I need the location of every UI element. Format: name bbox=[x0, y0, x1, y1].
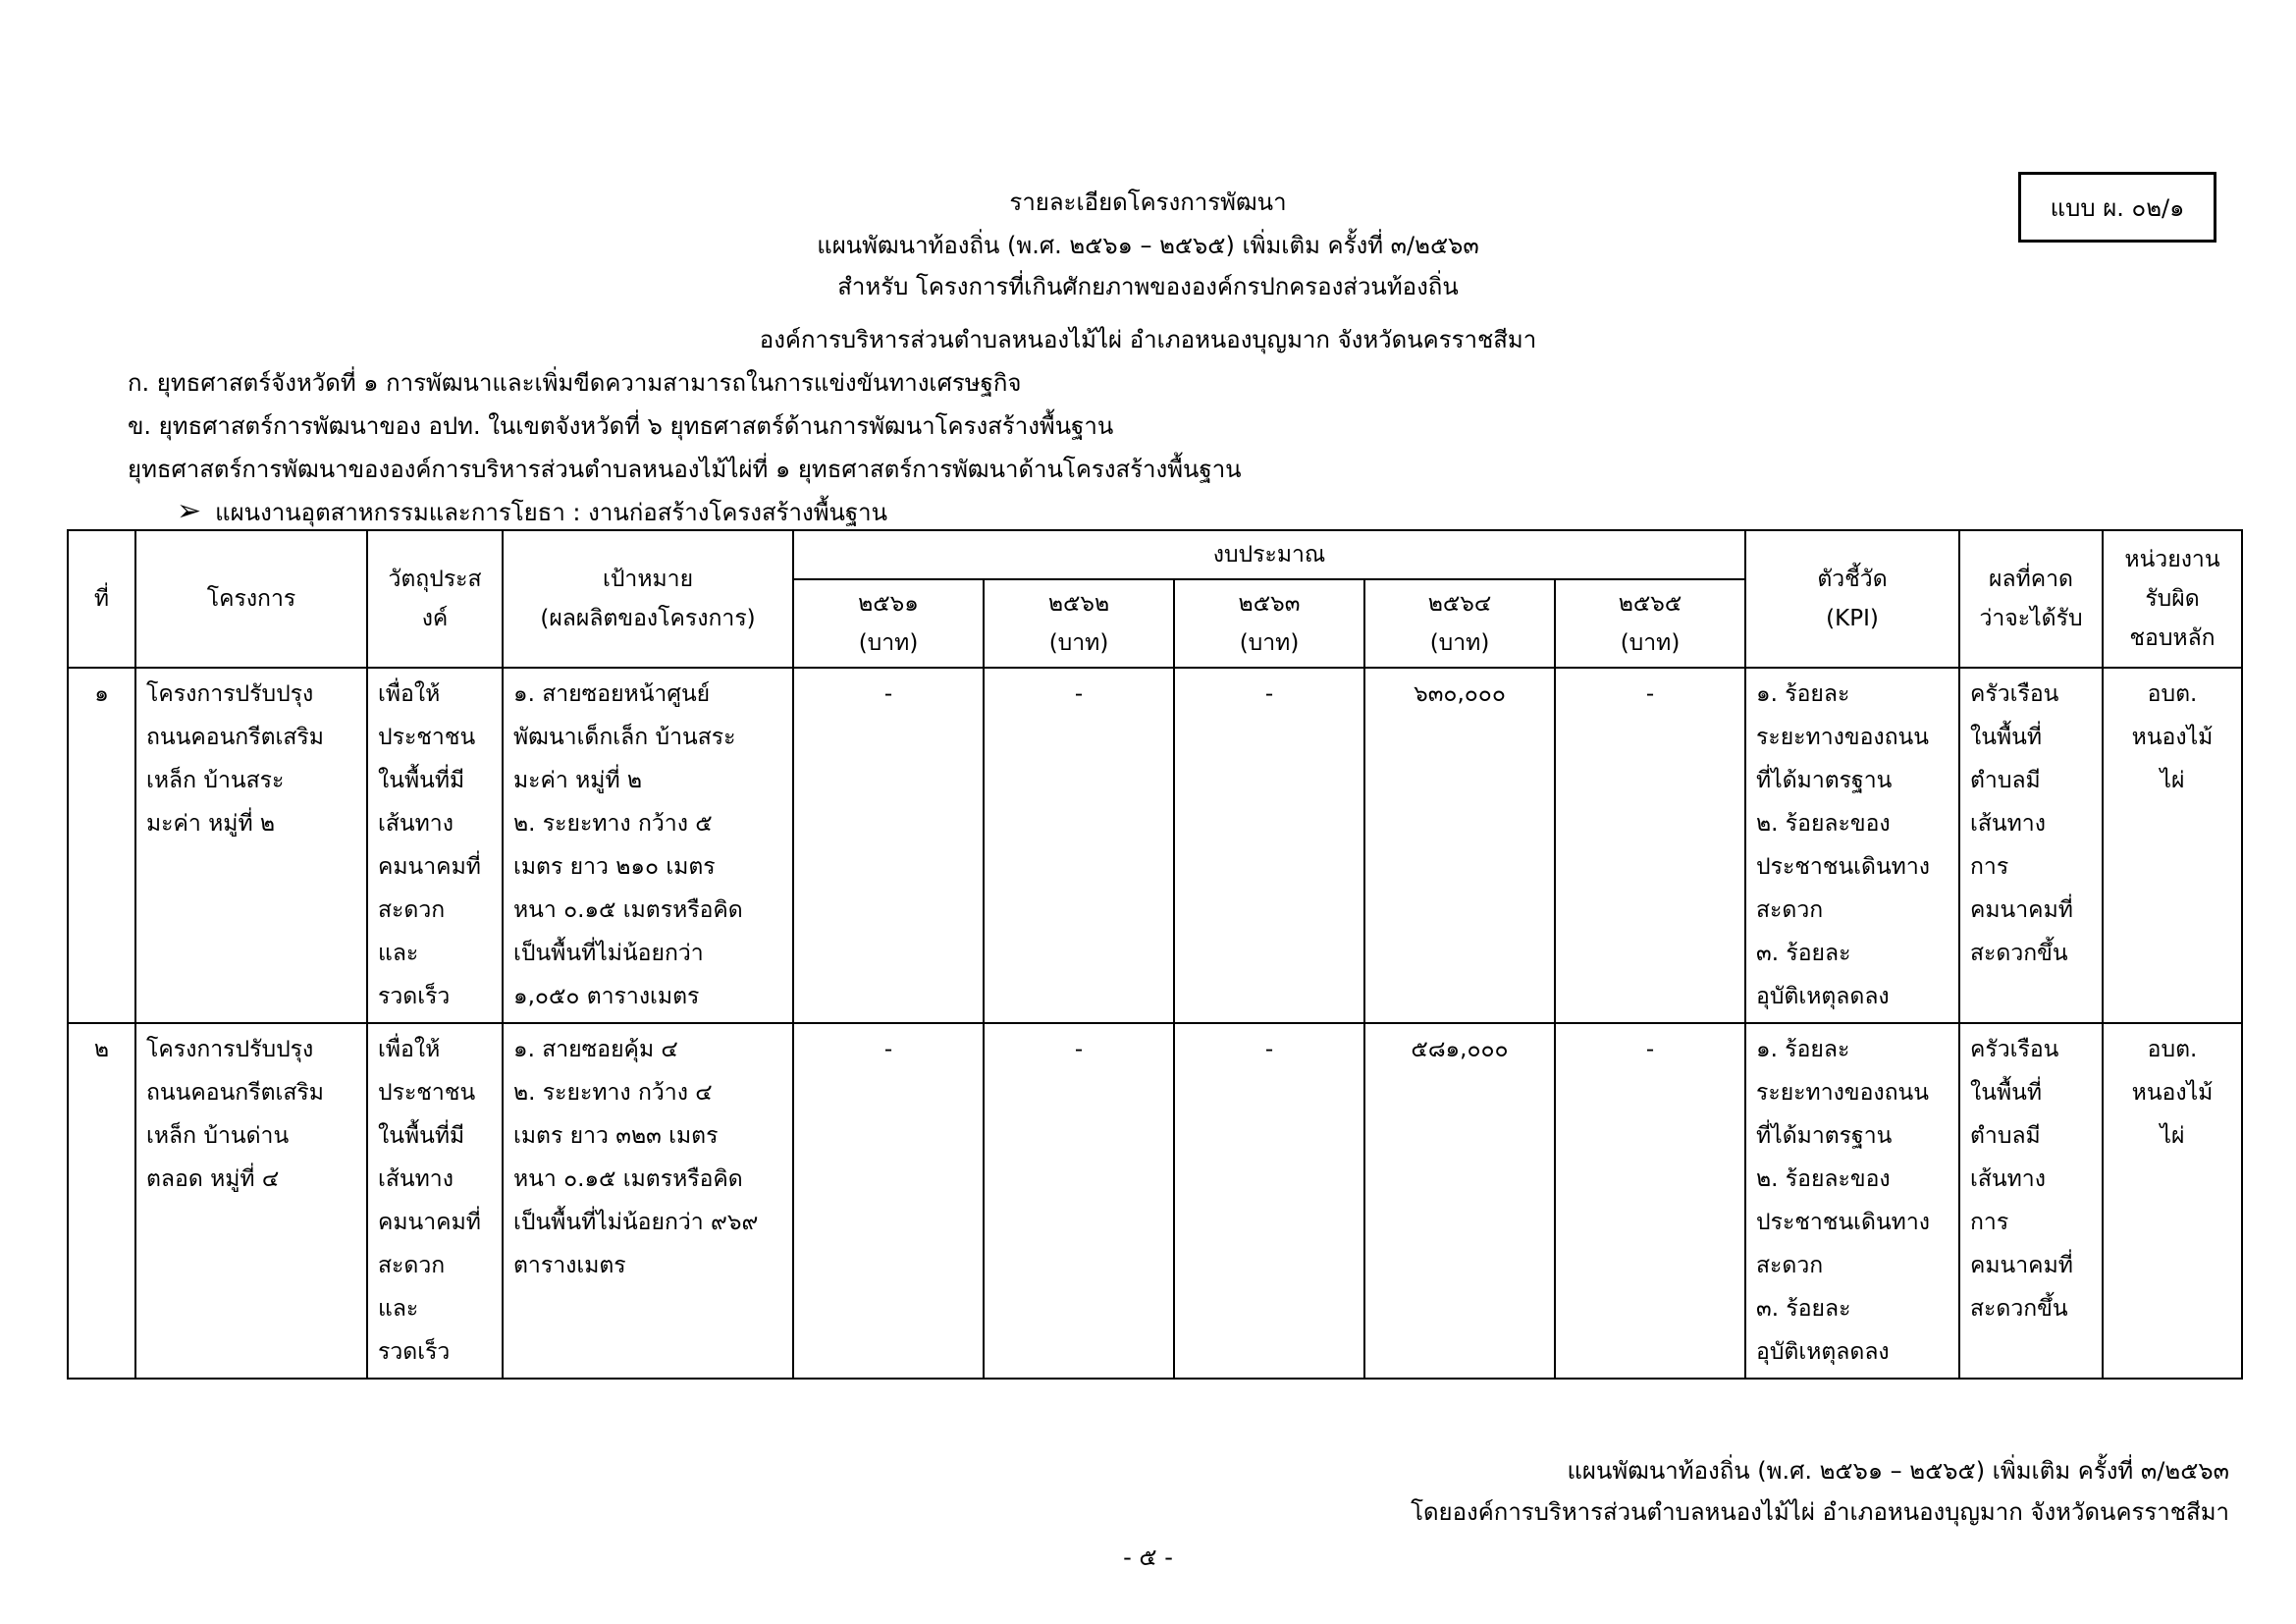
cell-line: ระยะทางของถนน bbox=[1756, 725, 1929, 750]
cell-line: คมนาคมที่ bbox=[1970, 897, 2073, 923]
strategy-org: ยุทธศาสตร์การพัฒนาขององค์การบริหารส่วนตำบลหนองไม้ไผ่ที่ ๑ ยุทธศาสตร์การพัฒนาด้านโครงสร้างพื้นฐาน bbox=[128, 456, 1242, 483]
target-cell bbox=[503, 1023, 793, 1379]
cell-line: เพื่อให้ bbox=[378, 681, 441, 707]
cell-line: เป็นพื้นที่ไม่น้อยกว่า bbox=[513, 941, 704, 966]
footer-org: โดยองค์การบริหารส่วนตำบลหนองไม้ไผ่ อำเภอหนองบุญมาก จังหวัดนครราชสีมา bbox=[1411, 1498, 2229, 1526]
unit-label: (บาท) bbox=[1239, 630, 1300, 656]
cell-line: สะดวกขึ้น bbox=[1970, 1296, 2068, 1322]
cell-line: ตารางเมตร bbox=[513, 1253, 626, 1278]
budget-cell bbox=[1555, 1023, 1745, 1379]
budget-cell bbox=[793, 668, 984, 1023]
cell-line: ครัวเรือน bbox=[1970, 681, 2059, 707]
cell-line: - bbox=[1264, 1037, 1274, 1062]
cell-line: เหล็ก บ้านด่าน bbox=[146, 1123, 290, 1149]
cell-line: ไผ่ bbox=[2160, 768, 2185, 793]
cell-line: ในพื้นที่ bbox=[1970, 725, 2042, 750]
objective-cell bbox=[367, 668, 503, 1023]
cell-line: ตลอด หมู่ที่ ๔ bbox=[146, 1166, 280, 1192]
budget-cell bbox=[1555, 668, 1745, 1023]
unit-label: (บาท) bbox=[858, 630, 919, 656]
cell-line: เมตร ยาว ๒๑๐ เมตร bbox=[513, 854, 716, 880]
row-number bbox=[68, 1023, 135, 1379]
cell-line: ๒. ร้อยละของ bbox=[1756, 811, 1891, 837]
cell-line: ประชาชนเดินทาง bbox=[1756, 854, 1930, 880]
cell-line: ถนนคอนกรีตเสริม bbox=[146, 725, 324, 750]
cell-line: ที่ได้มาตรฐาน bbox=[1756, 1123, 1893, 1149]
cell-line: ตำบลมี bbox=[1970, 768, 2041, 793]
cell-line: ๑. ร้อยละ bbox=[1756, 681, 1850, 707]
cell-line: ว่าจะได้รับ bbox=[1979, 606, 2083, 631]
header-row bbox=[68, 530, 2242, 579]
cell-line: ๑. สายซอยคุ้ม ๔ bbox=[513, 1037, 678, 1062]
plan-subtitle: แผนพัฒนาท้องถิ่น (พ.ศ. ๒๕๖๑ – ๒๕๖๕) เพิ่มเติม ครั้งที่ ๓/๒๕๖๓ bbox=[817, 232, 1479, 259]
cell-line: หนองไม้ bbox=[2131, 725, 2214, 750]
cell-line: งค์ bbox=[421, 606, 449, 631]
plan-line bbox=[177, 493, 887, 531]
cell-line: โครงการปรับปรุง bbox=[146, 681, 314, 707]
cell-line: ๑,๐๕๐ ตารางเมตร bbox=[513, 984, 700, 1009]
cell-line: คมนาคมที่ bbox=[1970, 1253, 2073, 1278]
year-label: ๒๕๖๕ bbox=[1618, 591, 1682, 617]
cell-line: ๒. ร้อยละของ bbox=[1756, 1166, 1891, 1192]
cell-line: หนองไม้ bbox=[2131, 1080, 2214, 1106]
plan-text: แผนงานอุตสาหกรรมและการโยธา : งานก่อสร้างโครงสร้างพื้นฐาน bbox=[215, 499, 888, 526]
budget-cell bbox=[1364, 668, 1555, 1023]
arrow-bullet-icon: ➢ bbox=[177, 494, 202, 528]
page-number: - ๕ - bbox=[1123, 1543, 1173, 1571]
budget-cell bbox=[1174, 1023, 1364, 1379]
cell-line: รับผิด bbox=[2145, 586, 2200, 612]
cell-line: (KPI) bbox=[1826, 606, 1879, 631]
cell-line: ตำบลมี bbox=[1970, 1123, 2041, 1149]
budget-cell bbox=[793, 1023, 984, 1379]
strategy-local-gov: ข. ยุทธศาสตร์การพัฒนาของ อปท. ในเขตจังหวัดที่ ๖ ยุทธศาสตร์ด้านการพัฒนาโครงสร้างพื้นฐาน bbox=[128, 412, 1114, 440]
cell-line: อบต. bbox=[2147, 681, 2198, 707]
strategy-province: ก. ยุทธศาสตร์จังหวัดที่ ๑ การพัฒนาและเพิ่มขีดความสามารถในการแข่งขันทางเศรษฐกิจ bbox=[128, 369, 1022, 397]
cell-line: รวดเร็ว bbox=[378, 1339, 451, 1365]
cell-line: ระยะทางของถนน bbox=[1756, 1080, 1929, 1106]
cell-line: การ bbox=[1970, 1210, 2009, 1235]
cell-line: สะดวก bbox=[1756, 1253, 1824, 1278]
cell-line: และ bbox=[378, 941, 419, 966]
cell-line: ๒. ระยะทาง กว้าง ๔ bbox=[513, 1080, 713, 1106]
header-year bbox=[1174, 579, 1364, 668]
cell-line: เพื่อให้ bbox=[378, 1037, 441, 1062]
cell-line: เส้นทาง bbox=[378, 811, 454, 837]
unit-label: (บาท) bbox=[1620, 630, 1681, 656]
cell-line: - bbox=[1074, 1037, 1084, 1062]
kpi-cell bbox=[1745, 1023, 1959, 1379]
cell-line: เหล็ก บ้านสระ bbox=[146, 768, 285, 793]
cell-line: - bbox=[1074, 681, 1084, 707]
table-row bbox=[68, 668, 2242, 1023]
header-year bbox=[1555, 579, 1745, 668]
cell-line: - bbox=[1264, 681, 1274, 707]
header-kpi bbox=[1745, 530, 1959, 668]
cell-line: อุบัติเหตุลดลง bbox=[1756, 984, 1890, 1009]
cell-line: ที่ได้มาตรฐาน bbox=[1756, 768, 1893, 793]
cell-line: ๑. ร้อยละ bbox=[1756, 1037, 1850, 1062]
budget-cell bbox=[1364, 1023, 1555, 1379]
cell-line: ชอบหลัก bbox=[2129, 625, 2216, 651]
cell-line: รวดเร็ว bbox=[378, 984, 451, 1009]
cell-line: สะดวก bbox=[1756, 897, 1824, 923]
header-budget bbox=[793, 530, 1745, 579]
header-result bbox=[1959, 530, 2103, 668]
header-objective bbox=[367, 530, 503, 668]
unit-label: (บาท) bbox=[1048, 630, 1109, 656]
cell-line: ครัวเรือน bbox=[1970, 1037, 2059, 1062]
unit-label: (บาท) bbox=[1429, 630, 1490, 656]
cell-line: สะดวก bbox=[378, 897, 446, 923]
cell-line: หน่วยงาน bbox=[2124, 547, 2220, 572]
form-code: แบบ ผ. ๐๒/๑ bbox=[2050, 193, 2185, 222]
cell-line: สะดวก bbox=[378, 1253, 446, 1278]
cell-line: ประชาชนเดินทาง bbox=[1756, 1210, 1930, 1235]
project-name bbox=[135, 668, 367, 1023]
cell-line: พัฒนาเด็กเล็ก บ้านสระ bbox=[513, 725, 736, 750]
organization-line: องค์การบริหารส่วนตำบลหนองไม้ไผ่ อำเภอหนองบุญมาก จังหวัดนครราชสีมา bbox=[759, 326, 1537, 353]
cell-line: - bbox=[1645, 1037, 1655, 1062]
cell-line: ในพื้นที่มี bbox=[378, 768, 465, 793]
project-name bbox=[135, 1023, 367, 1379]
cell-line: (ผลผลิตของโครงการ) bbox=[540, 606, 756, 631]
cell-line: ประชาชน bbox=[378, 725, 476, 750]
result-cell bbox=[1959, 668, 2103, 1023]
cell-line: ถนนคอนกรีตเสริม bbox=[146, 1080, 324, 1106]
cell-line: เส้นทาง bbox=[378, 1166, 454, 1192]
cell-line: ๒. ระยะทาง กว้าง ๕ bbox=[513, 811, 713, 837]
cell-line: งบประมาณ bbox=[1212, 542, 1326, 568]
cell-line: - bbox=[883, 1037, 893, 1062]
cell-line: เป้าหมาย bbox=[602, 567, 694, 592]
budget-cell bbox=[984, 1023, 1174, 1379]
cell-line: และ bbox=[378, 1296, 419, 1322]
cell-line: หนา ๐.๑๕ เมตรหรือคิด bbox=[513, 1166, 743, 1192]
table-row bbox=[68, 1023, 2242, 1379]
cell-line: เมตร ยาว ๓๒๓ เมตร bbox=[513, 1123, 719, 1149]
kpi-cell bbox=[1745, 668, 1959, 1023]
cell-line: - bbox=[883, 681, 893, 707]
cell-line: ไผ่ bbox=[2160, 1123, 2185, 1149]
footer-plan: แผนพัฒนาท้องถิ่น (พ.ศ. ๒๕๖๑ – ๒๕๖๕) เพิ่มเติม ครั้งที่ ๓/๒๕๖๓ bbox=[1567, 1457, 2229, 1485]
cell-line: ๖๓๐,๐๐๐ bbox=[1414, 681, 1506, 707]
agency-cell bbox=[2103, 668, 2242, 1023]
cell-line: โครงการ bbox=[206, 586, 296, 612]
cell-line: เป็นพื้นที่ไม่น้อยกว่า ๙๖๙ bbox=[513, 1210, 759, 1235]
form-code-box bbox=[2018, 172, 2216, 243]
cell-line: ๑ bbox=[94, 681, 109, 707]
cell-line: ผลที่คาด bbox=[1989, 567, 2073, 592]
header-year bbox=[984, 579, 1174, 668]
budget-cell bbox=[984, 668, 1174, 1023]
cell-line: มะค่า หมู่ที่ ๒ bbox=[146, 811, 276, 837]
header-no bbox=[68, 530, 135, 668]
cell-line: คมนาคมที่ bbox=[378, 854, 481, 880]
year-label: ๒๕๖๒ bbox=[1047, 591, 1110, 617]
objective-cell bbox=[367, 1023, 503, 1379]
project-table bbox=[67, 529, 2243, 1380]
cell-line: ที่ bbox=[93, 586, 110, 612]
cell-line: วัตถุประส bbox=[388, 567, 482, 592]
cell-line: ๒ bbox=[93, 1037, 110, 1062]
cell-line: หนา ๐.๑๕ เมตรหรือคิด bbox=[513, 897, 743, 923]
header-agency bbox=[2103, 530, 2242, 668]
cell-line: ๑. สายซอยหน้าศูนย์ bbox=[513, 681, 711, 707]
cell-line: การ bbox=[1970, 854, 2009, 880]
cell-line: โครงการปรับปรุง bbox=[146, 1037, 314, 1062]
year-label: ๒๕๖๑ bbox=[858, 591, 919, 617]
target-cell bbox=[503, 668, 793, 1023]
agency-cell bbox=[2103, 1023, 2242, 1379]
cell-line: สะดวกขึ้น bbox=[1970, 941, 2068, 966]
cell-line: เส้นทาง bbox=[1970, 811, 2046, 837]
header-year bbox=[1364, 579, 1555, 668]
document-title: รายละเอียดโครงการพัฒนา bbox=[1009, 189, 1287, 216]
cell-line: คมนาคมที่ bbox=[378, 1210, 481, 1235]
year-label: ๒๕๖๓ bbox=[1238, 591, 1301, 617]
cell-line: ตัวชี้วัด bbox=[1817, 567, 1888, 592]
cell-line: อบต. bbox=[2147, 1037, 2198, 1062]
row-number bbox=[68, 668, 135, 1023]
scope-subtitle: สำหรับ โครงการที่เกินศักยภาพขององค์กรปกครองส่วนท้องถิ่น bbox=[837, 273, 1459, 300]
cell-line: ๓. ร้อยละ bbox=[1756, 1296, 1851, 1322]
cell-line: ในพื้นที่ bbox=[1970, 1080, 2042, 1106]
budget-cell bbox=[1174, 668, 1364, 1023]
cell-line: ประชาชน bbox=[378, 1080, 476, 1106]
cell-line: ๓. ร้อยละ bbox=[1756, 941, 1851, 966]
result-cell bbox=[1959, 1023, 2103, 1379]
cell-line: เส้นทาง bbox=[1970, 1166, 2046, 1192]
cell-line: อุบัติเหตุลดลง bbox=[1756, 1339, 1890, 1365]
header-target bbox=[503, 530, 793, 668]
cell-line: - bbox=[1645, 681, 1655, 707]
header-project bbox=[135, 530, 367, 668]
header-year bbox=[793, 579, 984, 668]
year-label: ๒๕๖๔ bbox=[1427, 591, 1492, 617]
cell-line: มะค่า หมู่ที่ ๒ bbox=[513, 768, 643, 793]
cell-line: ในพื้นที่มี bbox=[378, 1123, 465, 1149]
cell-line: ๕๘๑,๐๐๐ bbox=[1411, 1037, 1509, 1062]
